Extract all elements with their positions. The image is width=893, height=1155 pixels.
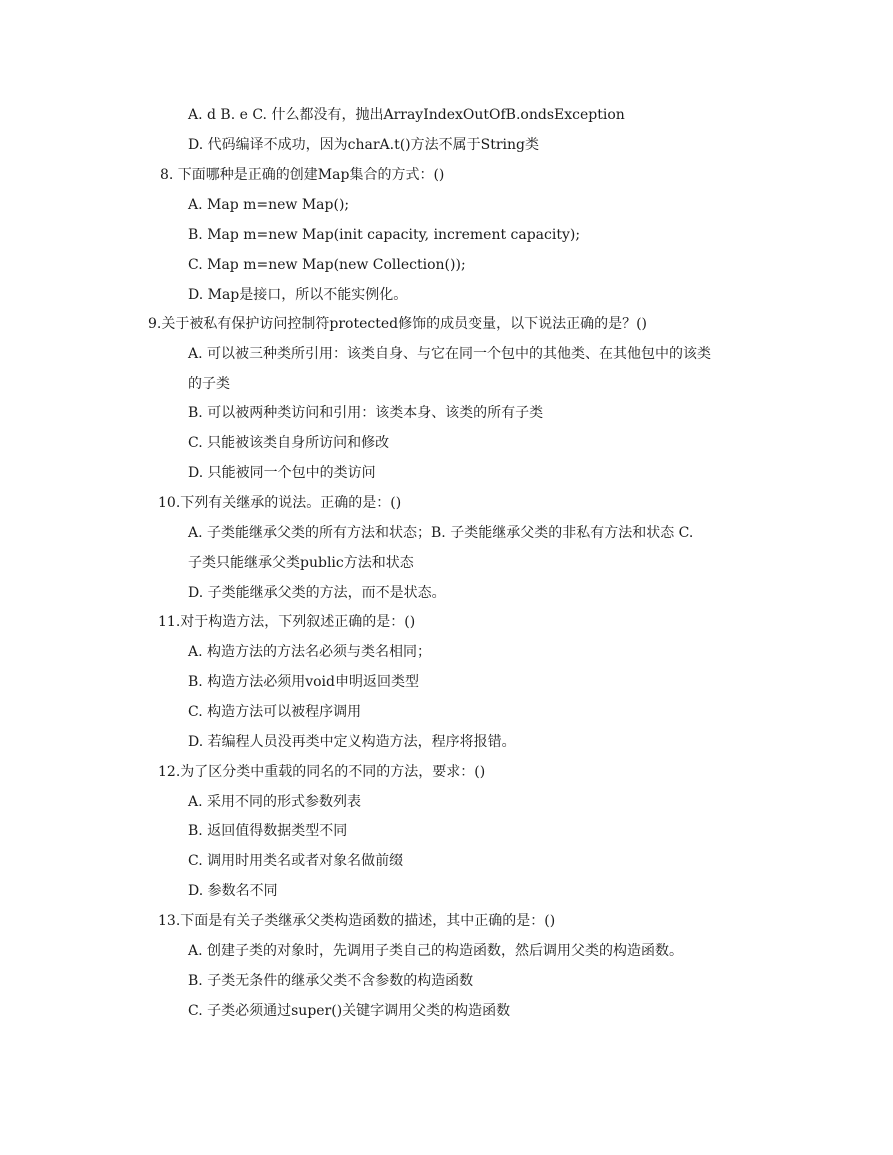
option-7d: D. 代码编译不成功，因为charA.t()方法不属于String类 [188,137,539,153]
option-12c: C. 调用时用类名或者对象名做前缀 [188,853,404,869]
option-12a: A. 采用不同的形式参数列表 [188,794,362,810]
question-10: 10.下列有关继承的说法。正确的是：() [158,495,402,511]
question-9: 9.关于被私有保护访问控制符protected修饰的成员变量，以下说法正确的是？() [148,316,647,332]
option-9d: D. 只能被同一个包中的类访问 [188,465,376,481]
option-12b: B. 返回值得数据类型不同 [188,823,348,839]
option-9c: C. 只能被该类自身所访问和修改 [188,435,390,451]
option-7a-7c: A. d B. e C. 什么都没有，抛出ArrayIndexOutOfB.ondsException [188,107,625,123]
option-13c: C. 子类必须通过super()关键字调用父类的构造函数 [188,1003,511,1019]
option-13b: B. 子类无条件的继承父类不含参数的构造函数 [188,973,474,989]
option-10d: D. 子类能继承父类的方法，而不是状态。 [188,585,446,601]
option-8a: A. Map m=new Map(); [188,197,350,213]
option-9a: A. 可以被三种类所引用：该类自身、与它在同一个包中的其他类、在其他包中的该类 [188,346,712,362]
question-11: 11.对于构造方法，下列叙述正确的是：() [158,614,416,630]
option-11b: B. 构造方法必须用void申明返回类型 [188,674,419,690]
option-9b: B. 可以被两种类访问和引用：该类本身、该类的所有子类 [188,405,544,421]
option-13a: A. 创建子类的对象时，先调用子类自己的构造函数，然后调用父类的构造函数。 [188,943,684,959]
option-10c-continuation: 子类只能继承父类public方法和状态 [188,555,414,571]
question-12: 12.为了区分类中重载的同名的不同的方法，要求：() [158,764,486,780]
option-11c: C. 构造方法可以被程序调用 [188,704,362,720]
question-8: 8. 下面哪种是正确的创建Map集合的方式：() [160,167,445,183]
option-12d: D. 参数名不同 [188,883,278,899]
option-8b: B. Map m=new Map(init capacity, increment capacity); [188,227,581,243]
option-8d: D. Map是接口，所以不能实例化。 [188,287,408,303]
option-11a: A. 构造方法的方法名必须与类名相同； [188,644,432,660]
option-11d: D. 若编程人员没再类中定义构造方法，程序将报错。 [188,734,516,750]
option-9a-continuation: 的子类 [188,376,230,392]
question-13: 13.下面是有关子类继承父类构造函数的描述，其中正确的是：() [158,913,556,929]
option-8c: C. Map m=new Map(new Collection()); [188,257,466,273]
option-10a-10c: A. 子类能继承父类的所有方法和状态；B. 子类能继承父类的非私有方法和状态 C. [188,525,694,541]
